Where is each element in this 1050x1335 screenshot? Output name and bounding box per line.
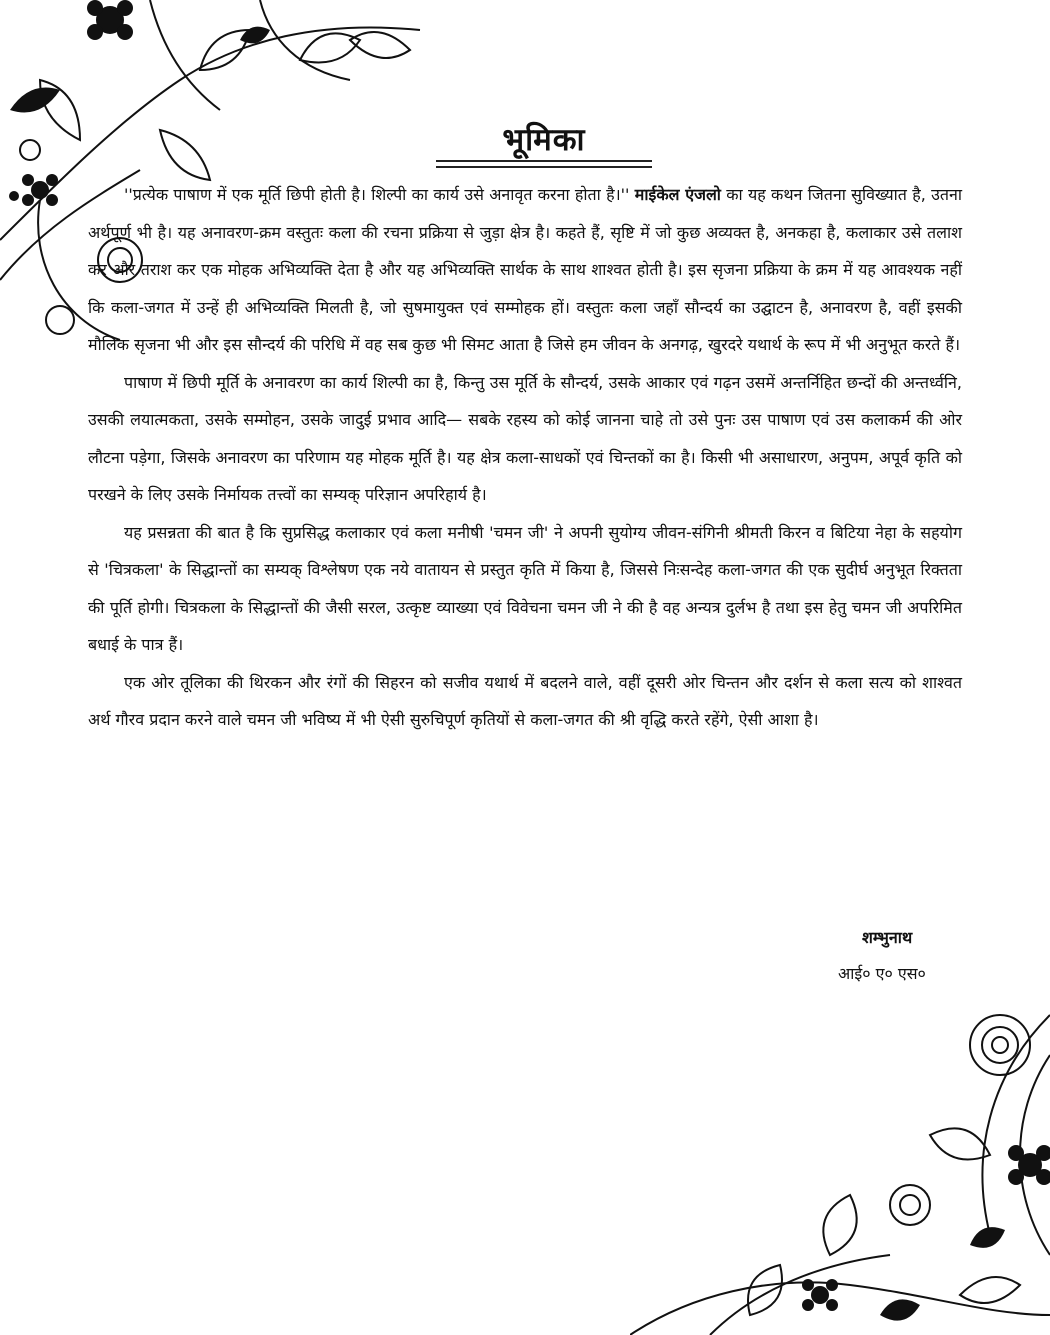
paragraph-2: पाषाण में छिपी मूर्ति के अनावरण का कार्य शिल्पी का है, किन्तु उस मूर्ति के सौन्दर्य, उसके आकार एवं गढ़न उसमें अन्तर्निहित छन्दों की अन्तर्ध्वनि, उसकी लयात्मकता, उसके सम्मोहन, उसके जादुई प्रभाव आदि— सबके रहस्य को कोई जानना चाहे तो उसे पुनः उस पाषाण एवं उस कलाकर्म की ओर लौटना पड़ेगा, जिसके अनावरण का परिणाम यह मोहक मूर्ति है। यह क्षेत्र कला-साधकों एवं चिन्तकों का है। किसी भी असाधारण, अनुपम, अपूर्व कृति को परखने के लिए उसके निर्मायक तत्त्वों का सम्यक् परिज्ञान अपरिहार्य है। <box>88 372 962 504</box>
paragraph-3: यह प्रसन्नता की बात है कि सुप्रसिद्ध कलाकार एवं कला मनीषी 'चमन जी' ने अपनी सुयोग्य जीवन-संगिनी श्रीमती किरन व बिटिया नेहा के सहयोग से 'चित्रकला' के सिद्धान्तों का सम्यक् विश्लेषण एक नये वातायन से प्रस्तुत कृति में किया है, जिससे निःसन्देह कला-जगत की एक सुदीर्घ अनुभूत रिक्तता की पूर्ति होगी। चित्रकला के सिद्धान्तों की जैसी सरल, उत्कृष्ट व्याख्या एवं विवेचना चमन जी ने की है वह अन्यत्र दुर्लभ है तथा इस हेतु चमन जी अपरिमित बधाई के पात्र हैं। <box>88 522 962 654</box>
signature-designation: आई० ए० एस० <box>838 964 926 983</box>
corner-ornament-bottom-right <box>630 995 1050 1335</box>
paragraph-4: एक ओर तूलिका की थिरकन और रंगों की सिहरन को सजीव यथार्थ में बदलने वाले, वहीं दूसरी ओर चिन्तन और दर्शन से कला सत्य को शाश्वत अर्थ गौरव प्रदान करने वाले चमन जी भविष्य में भी ऐसी सुरुचिपूर्ण कृतियों से कला-जगत की श्री वृद्धि करते रहेंगे, ऐसी आशा है। <box>88 672 962 729</box>
title-double-rule <box>436 160 652 168</box>
signature-name: शम्भुनाथ <box>862 928 913 947</box>
quote-author: माईकेल एंजलो <box>634 185 721 204</box>
opening-quote: ''प्रत्येक पाषाण में एक मूर्ति छिपी होती है। शिल्पी का कार्य उसे अनावृत करना होता है।'' <box>124 185 630 204</box>
page-title: भूमिका <box>502 122 586 158</box>
preface-body <box>88 176 962 739</box>
paragraph-1 <box>88 176 962 364</box>
paragraph-1-text: का यह कथन जितना सुविख्यात है, उतना अर्थपूर्ण भी है। यह अनावरण-क्रम वस्तुतः कला की रचना प्रक्रिया से जुड़ा क्षेत्र है। कहते हैं, सृष्टि में जो कुछ अव्यक्त है, अनकहा है, कलाकार उसे तलाश कर और तराश कर एक मोहक अभिव्यक्ति देता है और यह अभिव्यक्ति सार्थक के साथ शाश्वत होती है। इस सृजना प्रक्रिया के क्रम में यह आवश्यक नहीं कि कला-जगत में उन्हें ही अभिव्यक्ति मिलती है, जो सुषमायुक्त एवं सम्मोहक हों। वस्तुतः कला जहाँ सौन्दर्य का उद्घाटन है, अनावरण है, वहीं इसकी मौलिक सृजना भी और इस सौन्दर्य की परिधि में वह सब कुछ भी सिमट आता है जिसे हम जीवन के अनगढ़, खुरदरे यथार्थ के रूप में भी अनुभूत करते हैं। <box>88 185 962 354</box>
